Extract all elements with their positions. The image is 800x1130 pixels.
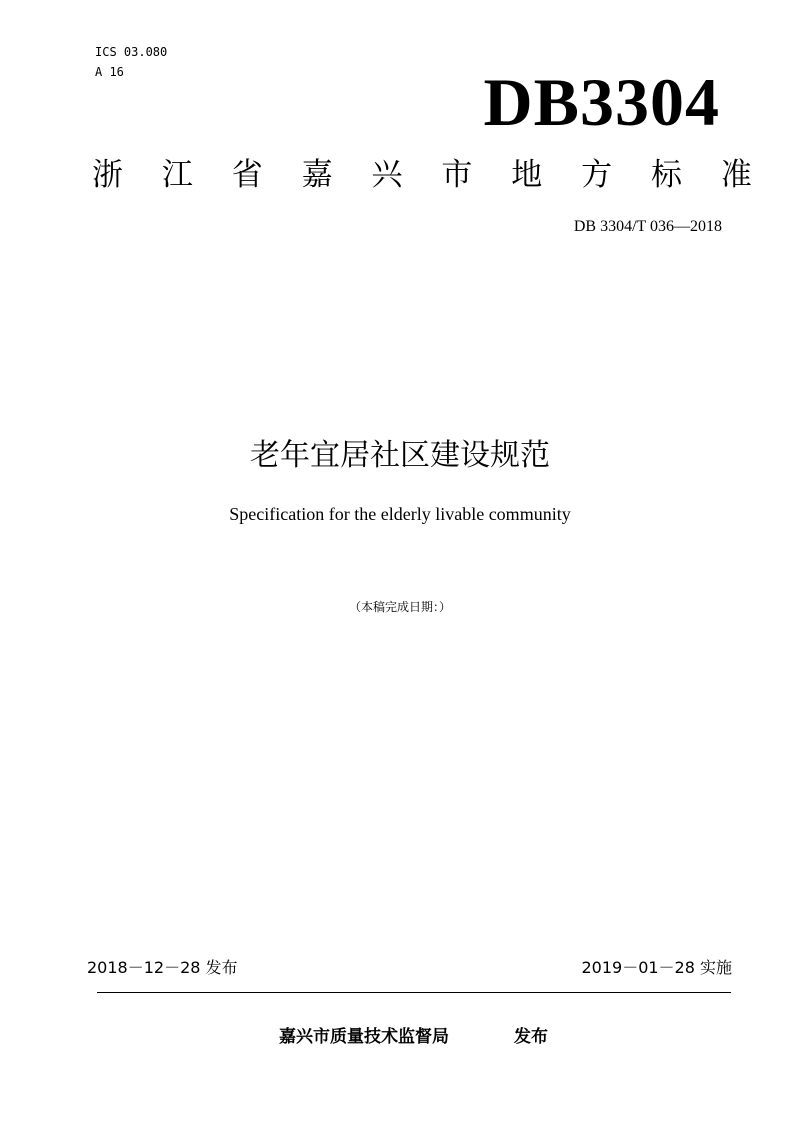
standard-type-char: 浙 (92, 157, 123, 193)
standard-type-char: 标 (651, 157, 682, 193)
footer-divider (97, 992, 731, 993)
ics-code: ICS 03.080 (95, 45, 168, 59)
publish-date: 2018－12－28 发布 (87, 958, 238, 977)
document-title-english: Specification for the elderly livable community (229, 504, 571, 524)
standard-brand: DB3304 (483, 64, 720, 140)
class-code: A 16 (95, 65, 124, 79)
classification-codes (95, 42, 167, 82)
document-title: 老年宜居社区建设规范 (250, 438, 550, 473)
standard-type (92, 150, 752, 200)
implement-date: 2019－01－28 实施 (581, 958, 732, 977)
standard-type-char: 方 (581, 157, 613, 193)
standard-type-char: 市 (441, 157, 473, 193)
standard-type-char: 兴 (371, 157, 403, 193)
draft-completion-note: （本稿完成日期：） (348, 600, 451, 614)
standard-type-char: 省 (231, 157, 263, 193)
issuing-authority: 嘉兴市质量技术监督局 (279, 1027, 449, 1047)
standard-number: DB 3304/T 036—2018 (573, 218, 722, 235)
standard-type-char: 准 (720, 157, 752, 193)
standard-type-char: 地 (511, 157, 543, 193)
standard-type-char: 嘉 (301, 157, 333, 193)
standard-type-char: 江 (161, 157, 193, 193)
issue-label: 发布 (514, 1027, 548, 1047)
